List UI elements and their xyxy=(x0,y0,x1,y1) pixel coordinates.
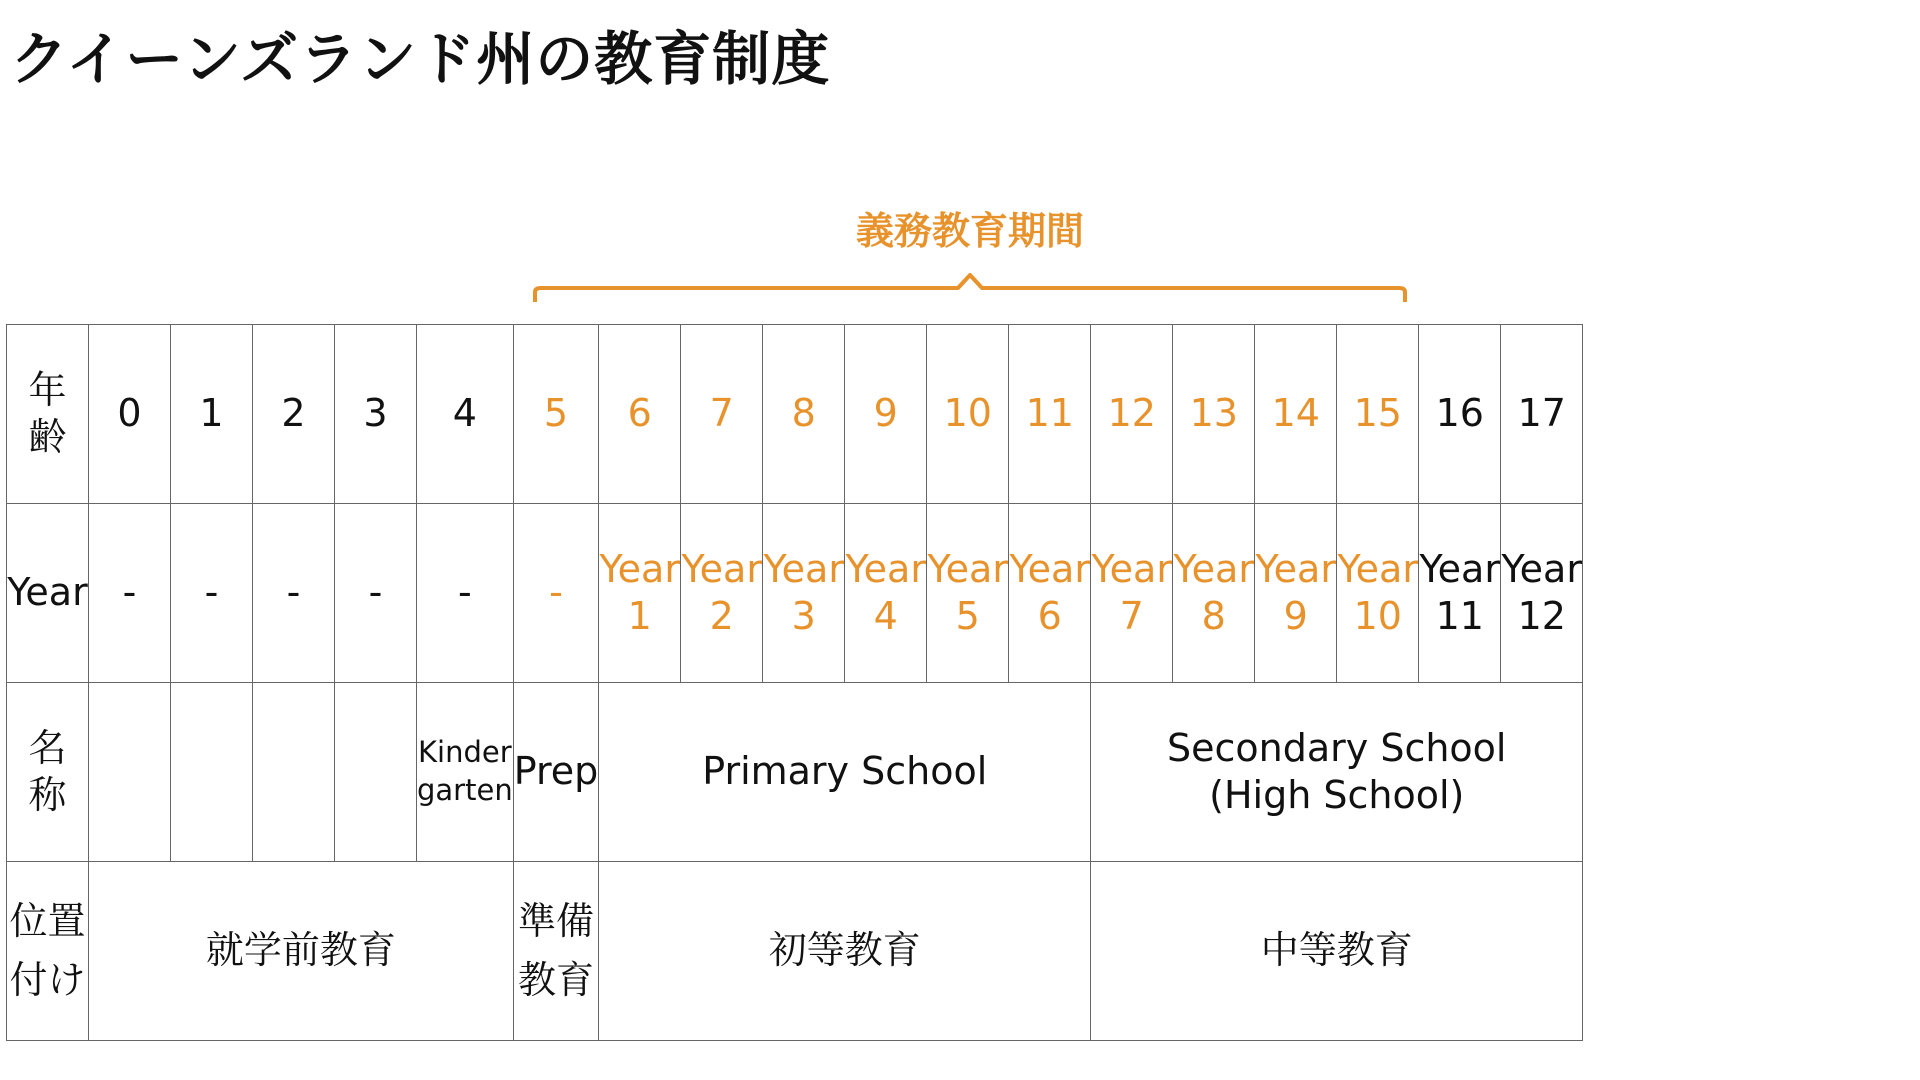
year-cell-age-17 xyxy=(1501,504,1583,683)
year-cell-line-2: 4 xyxy=(873,594,898,638)
year-cell-age-1 xyxy=(171,504,253,683)
year-cell-line-2: 3 xyxy=(791,594,816,638)
year-cell-line-2: 6 xyxy=(1037,594,1062,638)
age-cell-2: 2 xyxy=(253,325,335,504)
position-row-header xyxy=(7,862,89,1041)
age-cell-1: 1 xyxy=(171,325,253,504)
age-cell-8: 8 xyxy=(763,325,845,504)
year-cell-line-1: Year xyxy=(845,546,926,591)
age-cell-10: 10 xyxy=(927,325,1009,504)
age-cell-5: 5 xyxy=(513,325,599,504)
age-cell-14: 14 xyxy=(1255,325,1337,504)
year-cell-age-6 xyxy=(599,504,681,683)
age-cell-16: 16 xyxy=(1419,325,1501,504)
kindergarten-line-1: Kinder xyxy=(418,735,512,770)
year-cell-line-1: Year xyxy=(1337,546,1418,591)
year-cell-line-1: Year xyxy=(1091,546,1172,591)
year-cell-age-11 xyxy=(1009,504,1091,683)
year-cell-age-8 xyxy=(763,504,845,683)
year-cell-line-2: 5 xyxy=(955,594,980,638)
compulsory-bracket-line xyxy=(535,275,1405,302)
year-cell-age-12 xyxy=(1091,504,1173,683)
year-cell-line-1: - xyxy=(204,570,219,615)
year-cell-age-10 xyxy=(927,504,1009,683)
age-cell-4: 4 xyxy=(417,325,514,504)
page-title: クイーンズランド州の教育制度 xyxy=(10,25,831,93)
name-row xyxy=(7,683,1583,862)
year-cell-age-4 xyxy=(417,504,514,683)
year-cell-line-2: 11 xyxy=(1435,594,1484,638)
secondary-education-cell: 中等教育 xyxy=(1091,862,1583,1041)
primary-education-cell: 初等教育 xyxy=(599,862,1091,1041)
year-cell-line-1: - xyxy=(286,570,301,615)
secondary-school-cell xyxy=(1091,683,1583,862)
year-cell-age-7 xyxy=(681,504,763,683)
name-row-header: 名 称 xyxy=(7,683,89,862)
prep-education-line-1: 準備 xyxy=(517,898,594,943)
year-row-header: Year xyxy=(7,504,89,683)
year-cell-line-1: Year xyxy=(681,546,762,591)
name-cell-age-3 xyxy=(335,683,417,862)
age-cell-17: 17 xyxy=(1501,325,1583,504)
year-cell-age-5 xyxy=(513,504,599,683)
year-cell-line-1: - xyxy=(122,570,137,615)
primary-school-cell: Primary School xyxy=(599,683,1091,862)
year-cell-line-1: - xyxy=(368,570,383,615)
age-row-header: 年 齢 xyxy=(7,325,89,504)
name-cell-age-2 xyxy=(253,683,335,862)
year-cell-line-2: 9 xyxy=(1283,594,1308,638)
prep-education-cell xyxy=(513,862,599,1041)
year-cell-age-9 xyxy=(845,504,927,683)
age-cell-3: 3 xyxy=(335,325,417,504)
year-cell-line-2: 8 xyxy=(1201,594,1226,638)
year-cell-line-1: Year xyxy=(599,546,680,591)
year-cell-line-1: Year xyxy=(927,546,1008,591)
position-header-line-2: 付け xyxy=(9,958,86,1002)
age-row xyxy=(7,325,1583,504)
year-cell-line-1: - xyxy=(549,570,563,615)
year-cell-line-1: Year xyxy=(1255,546,1336,591)
year-cell-line-2: 2 xyxy=(709,594,734,638)
position-header-line-1: 位置 xyxy=(9,898,86,943)
year-cell-age-14 xyxy=(1255,504,1337,683)
year-cell-age-15 xyxy=(1337,504,1419,683)
age-cell-12: 12 xyxy=(1091,325,1173,504)
year-cell-line-1: Year xyxy=(763,546,844,591)
year-cell-line-2: 1 xyxy=(627,594,652,638)
secondary-school-line-2: (High School) xyxy=(1209,773,1465,817)
year-cell-line-1: Year xyxy=(1173,546,1254,591)
prep-cell: Prep xyxy=(513,683,599,862)
age-cell-0: 0 xyxy=(89,325,171,504)
year-row xyxy=(7,504,1583,683)
age-cell-6: 6 xyxy=(599,325,681,504)
kindergarten-line-2: garten xyxy=(417,773,513,807)
year-cell-line-2: 12 xyxy=(1517,594,1566,638)
year-cell-age-0 xyxy=(89,504,171,683)
year-cell-age-16 xyxy=(1419,504,1501,683)
age-cell-9: 9 xyxy=(845,325,927,504)
year-cell-age-3 xyxy=(335,504,417,683)
age-cell-15: 15 xyxy=(1337,325,1419,504)
name-cell-age-1 xyxy=(171,683,253,862)
kindergarten-cell xyxy=(417,683,514,862)
prep-education-line-2: 教育 xyxy=(517,958,594,1002)
compulsory-period-label: 義務教育期間 xyxy=(855,209,1084,253)
year-cell-line-1: Year xyxy=(1009,546,1090,591)
year-cell-line-1: - xyxy=(457,570,472,615)
name-cell-age-0 xyxy=(89,683,171,862)
compulsory-period-bracket xyxy=(0,200,1920,310)
position-row xyxy=(7,862,1583,1041)
age-cell-7: 7 xyxy=(681,325,763,504)
year-cell-age-13 xyxy=(1173,504,1255,683)
age-cell-11: 11 xyxy=(1009,325,1091,504)
year-cell-line-1: Year xyxy=(1501,546,1582,591)
year-cell-line-1: Year xyxy=(1419,546,1500,591)
secondary-school-line-1: Secondary School xyxy=(1167,725,1507,770)
year-cell-line-2: 7 xyxy=(1119,594,1144,638)
age-cell-13: 13 xyxy=(1173,325,1255,504)
preschool-education-cell: 就学前教育 xyxy=(89,862,514,1041)
education-system-table xyxy=(6,324,1583,1041)
compulsory-period-indicator xyxy=(0,200,1920,310)
year-cell-line-2: 10 xyxy=(1353,594,1402,638)
year-cell-age-2 xyxy=(253,504,335,683)
